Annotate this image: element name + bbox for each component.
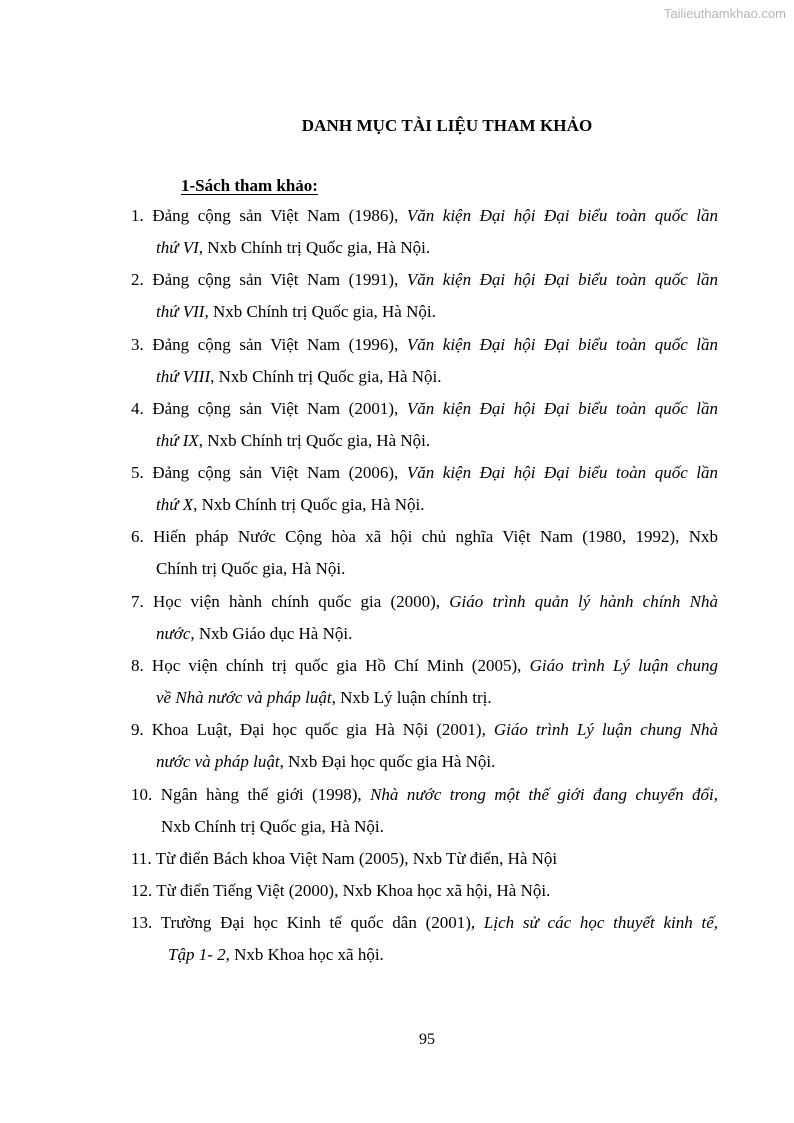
reference-title: Văn kiện Đại hội Đại biểu toàn quốc lần [406,398,719,418]
reference-item-12 [131,875,718,907]
reference-number: 11. [131,848,152,868]
reference-author: Đảng cộng sản Việt Nam (2006), [152,463,399,483]
reference-item-5 [131,457,718,521]
reference-number: 6. [131,527,144,547]
reference-title: Giáo trình Lý luận chung Nhà [493,720,719,740]
reference-publisher: , Nxb Đại học quốc gia Hà Nội. [279,752,496,772]
reference-item-3 [131,329,718,393]
reference-item-10 [131,779,718,843]
reference-number: 9. [131,720,144,740]
reference-title: Văn kiện Đại hội Đại biểu toàn quốc lần [406,270,719,290]
reference-publisher: , Nxb Chính trị Quốc gia, Hà Nội. [193,495,425,515]
reference-number: 10. [131,784,153,804]
reference-author: Học viện hành chính quốc gia (2000), [152,591,441,611]
page-number: 95 [419,1031,435,1048]
reference-author: Học viện chính trị quốc gia Hồ Chí Minh (2005), [151,656,522,676]
reference-number: 1. [131,206,144,225]
reference-item-11 [131,843,718,875]
reference-item-7 [131,586,718,650]
reference-item-6 [131,521,718,585]
reference-publisher: , Nxb Chính trị Quốc gia, Hà Nội. [210,366,442,386]
reference-title-cont: thứ VIII [156,366,211,386]
reference-title-cont: thứ IX [156,430,199,450]
reference-title: Văn kiện Đại hội Đại biểu toàn quốc lần [406,334,719,354]
reference-item-2 [131,264,718,328]
reference-title-cont: nước và pháp luật [156,752,280,772]
reference-list [131,200,718,971]
reference-author: Trường Đại học Kinh tế quốc dân (2001), [160,913,476,933]
reference-title: Văn kiện Đại hội Đại biểu toàn quốc lần [406,206,719,225]
reference-text: Từ điển Tiếng Việt (2000), Nxb Khoa học xã hội, Hà Nội. [156,881,551,901]
reference-author: Khoa Luật, Đại học quốc gia Hà Nội (2001), [151,720,486,740]
reference-title: Nhà nước trong một thế giới đang chuyển đổi [370,784,714,804]
reference-number: 7. [131,591,144,611]
reference-item-9 [131,714,718,778]
reference-publisher: , Nxb Khoa học xã hội. [225,945,384,965]
reference-title-cont: Tập 1- 2 [168,945,226,965]
reference-author: Đảng cộng sản Việt Nam (1986), [152,206,399,225]
reference-number: 12. [131,881,153,901]
reference-author: Đảng cộng sản Việt Nam (2001), [152,398,399,418]
reference-number: 8. [131,656,144,676]
reference-title: Văn kiện Đại hội Đại biểu toàn quốc lần [406,463,719,483]
reference-publisher: , Nxb Chính trị Quốc gia, Hà Nội. [198,430,431,450]
reference-publisher: Chính trị Quốc gia, Hà Nội. [156,559,346,579]
reference-item-8 [131,650,718,714]
reference-author: Đảng cộng sản Việt Nam (1996), [152,334,399,354]
reference-punctuation: , [713,784,718,804]
reference-number: 4. [131,398,144,418]
watermark: Tailieuthamkhao.com [663,6,786,21]
reference-item-13 [131,907,718,971]
page-title: DANH MỤC TÀI LIỆU THAM KHẢO [301,116,593,135]
reference-title-cont: thứ VII [156,302,205,322]
reference-item-4 [131,393,718,457]
reference-number: 13. [131,913,153,933]
reference-number: 5. [131,463,144,483]
section-heading: 1-Sách tham khảo: [181,176,318,195]
reference-publisher: , Nxb Giáo dục Hà Nội. [190,623,353,643]
reference-title: Giáo trình quản lý hành chính Nhà [449,591,718,611]
reference-title-cont: về Nhà nước và pháp luật [156,688,332,708]
reference-title: Lịch sử các học thuyết kinh tế, [483,913,719,933]
reference-author: Đảng cộng sản Việt Nam (1991), [152,270,399,290]
reference-publisher: , Nxb Chính trị Quốc gia, Hà Nội. [198,238,431,257]
reference-publisher: Nxb Chính trị Quốc gia, Hà Nội. [161,816,384,836]
reference-title: Giáo trình Lý luận chung [529,656,719,676]
reference-title-cont: nước [156,623,191,643]
reference-title-cont: thứ X [156,495,194,515]
reference-text: Hiến pháp Nước Cộng hòa xã hội chủ nghĩa Việt Nam (1980, 1992), Nxb [153,527,718,547]
reference-item-1 [131,200,718,264]
reference-publisher: , Nxb Lý luận chính trị. [331,688,492,708]
reference-number: 2. [131,270,144,290]
reference-title-cont: thứ VI [156,238,199,257]
reference-publisher: , Nxb Chính trị Quốc gia, Hà Nội. [204,302,436,322]
reference-author: Ngân hàng thế giới (1998), [160,784,362,804]
reference-text: Từ điển Bách khoa Việt Nam (2005), Nxb Từ điển, Hà Nội [155,848,558,868]
reference-number: 3. [131,334,144,354]
